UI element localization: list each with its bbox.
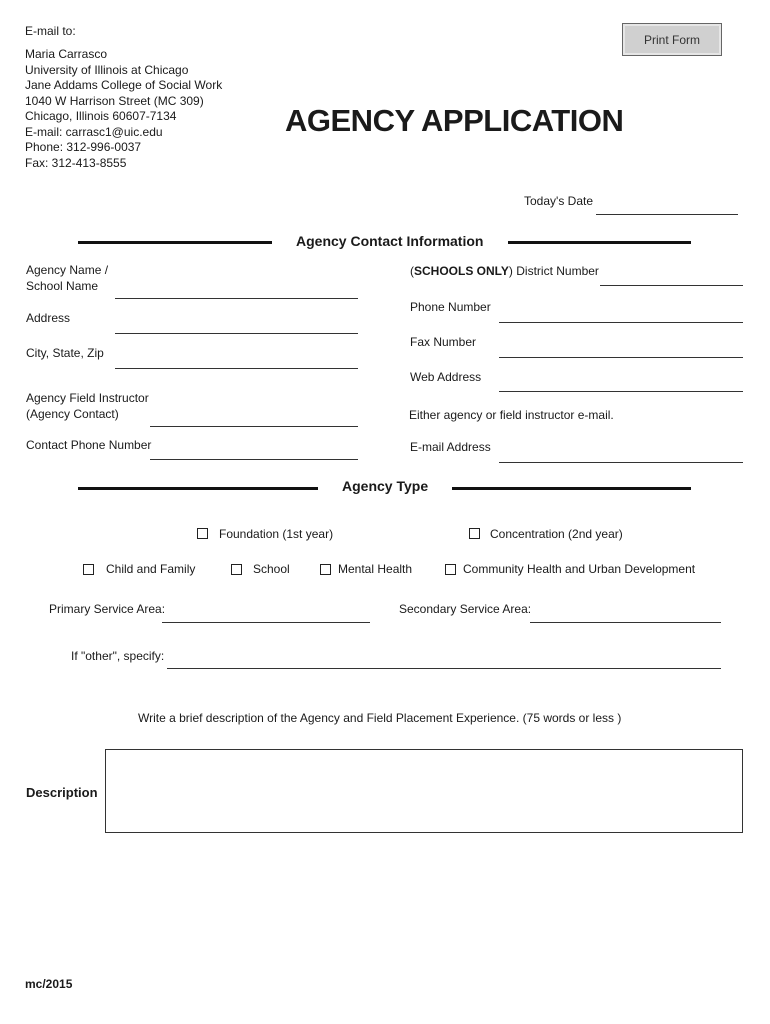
section-rule-right — [508, 241, 691, 244]
mailing-address — [25, 47, 222, 171]
field-instructor-label-line: Agency Field Instructor — [26, 391, 149, 405]
page-title: AGENCY APPLICATION — [285, 103, 624, 138]
community-health-checkbox[interactable] — [445, 564, 456, 575]
address-line: 1040 W Harrison Street (MC 309) — [25, 93, 204, 108]
district-suffix-text: ) District Number — [508, 264, 599, 278]
community-health-label: Community Health and Urban Development — [463, 562, 696, 576]
address-field[interactable] — [115, 333, 358, 334]
address-line: E-mail: carrasc1@uic.edu — [25, 124, 163, 139]
email-to-label: E-mail to: — [25, 24, 76, 38]
fax-number-label: Fax Number — [410, 335, 477, 349]
secondary-service-area-field[interactable] — [530, 622, 721, 623]
schools-only-text: SCHOOLS ONLY — [414, 264, 509, 278]
description-label: Description — [26, 785, 98, 800]
todays-date-label: Today's Date — [524, 194, 593, 208]
address-line: Fax: 312-413-8555 — [25, 155, 127, 170]
mental-health-label: Mental Health — [338, 562, 413, 576]
field-instructor-field[interactable] — [150, 426, 358, 427]
school-name-label-line: School Name — [26, 278, 99, 293]
section-rule-right — [452, 487, 691, 490]
address-label: Address — [26, 311, 71, 325]
agency-name-label-line: Agency Name / — [26, 263, 109, 277]
school-checkbox[interactable] — [231, 564, 242, 575]
address-line: Chicago, Illinois 60607-7134 — [25, 109, 177, 123]
fax-number-field[interactable] — [499, 357, 743, 358]
print-form-button[interactable]: Print Form — [622, 23, 722, 56]
address-line: University of Illinois at Chicago — [25, 62, 189, 77]
email-address-label: E-mail Address — [410, 440, 491, 454]
primary-service-area-field[interactable] — [162, 622, 370, 623]
agency-type-section-title: Agency Type — [342, 478, 429, 494]
city-state-zip-field[interactable] — [115, 368, 358, 369]
city-state-zip-label: City, State, Zip — [26, 346, 104, 360]
child-family-checkbox[interactable] — [83, 564, 94, 575]
district-number-field[interactable] — [600, 285, 743, 286]
phone-number-field[interactable] — [499, 322, 743, 323]
email-note: Either agency or field instructor e-mail. — [409, 408, 614, 422]
address-line: Jane Addams College of Social Work — [25, 78, 223, 92]
contact-phone-label: Contact Phone Number — [26, 438, 152, 452]
section-rule-left — [78, 241, 272, 244]
agency-name-label — [26, 263, 108, 294]
contact-phone-field[interactable] — [150, 459, 358, 460]
agency-name-field[interactable] — [115, 298, 358, 299]
other-specify-label: If "other", specify: — [71, 649, 165, 663]
description-instruction: Write a brief description of the Agency and Field Placement Experience. (75 words or less ) — [138, 711, 622, 725]
district-number-label — [410, 264, 599, 280]
address-line: Maria Carrasco — [25, 47, 108, 61]
district-paren-open: ( — [410, 264, 414, 278]
address-line: Phone: 312-996-0037 — [25, 140, 142, 154]
child-family-label: Child and Family — [106, 562, 196, 576]
school-label: School — [253, 562, 290, 576]
other-specify-field[interactable] — [167, 668, 721, 669]
secondary-service-area-label: Secondary Service Area: — [399, 602, 532, 616]
mental-health-checkbox[interactable] — [320, 564, 331, 575]
phone-number-label: Phone Number — [410, 300, 491, 314]
agency-contact-label-line: (Agency Contact) — [26, 406, 119, 421]
description-textarea[interactable] — [105, 749, 743, 833]
email-address-field[interactable] — [499, 462, 743, 463]
web-address-label: Web Address — [410, 370, 482, 384]
foundation-label: Foundation (1st year) — [219, 527, 334, 541]
concentration-label: Concentration (2nd year) — [490, 527, 623, 541]
form-code: mc/2015 — [25, 977, 73, 991]
web-address-field[interactable] — [499, 391, 743, 392]
concentration-checkbox[interactable] — [469, 528, 480, 539]
contact-section-title: Agency Contact Information — [296, 233, 484, 249]
foundation-checkbox[interactable] — [197, 528, 208, 539]
todays-date-field[interactable] — [596, 214, 738, 215]
primary-service-area-label: Primary Service Area: — [49, 602, 166, 616]
section-rule-left — [78, 487, 318, 490]
field-instructor-label — [26, 391, 149, 422]
